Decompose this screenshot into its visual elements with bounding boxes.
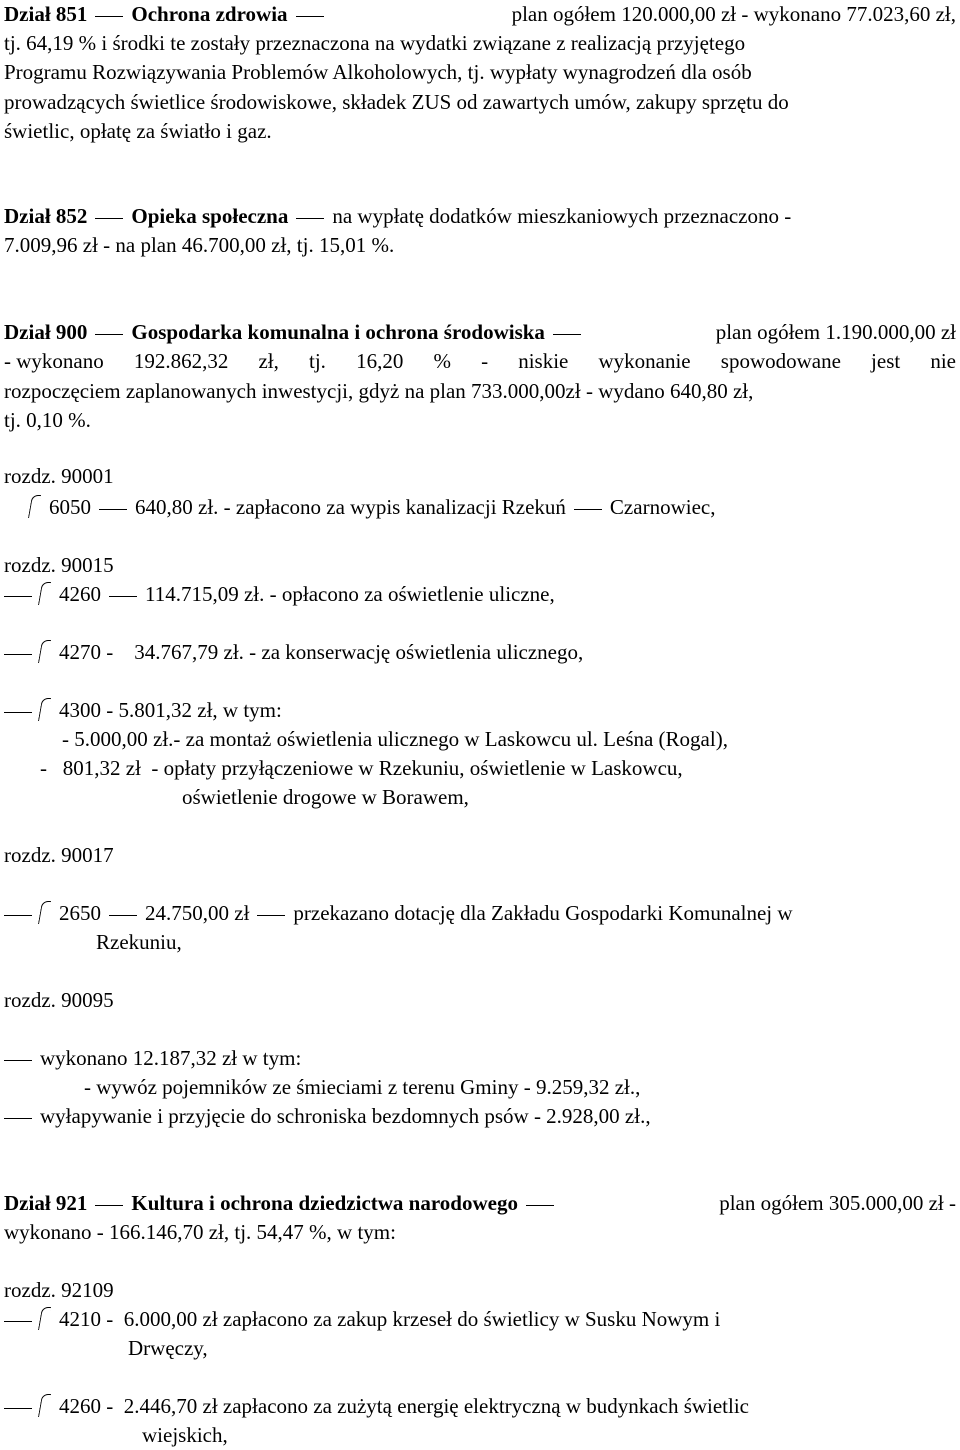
dzial-title: Opieka społeczna [131, 204, 289, 228]
dash [4, 1118, 32, 1119]
expense-line [4, 580, 555, 609]
rozdzial-label: rozdz. 90015 [4, 553, 114, 577]
dash [4, 1321, 32, 1322]
dash [99, 509, 127, 510]
paragraph-line: Programu Rozwiązywania Problemów Alkoholowych, tj. wypłaty wynagrodzeń dla osób [4, 60, 752, 84]
dzial-title: Kultura i ochrona dziedzictwa narodowego [131, 1191, 518, 1215]
expense-text: 114.715,09 zł. - opłacono za oświetlenie uliczne, [145, 582, 555, 606]
dash [4, 596, 32, 597]
rozdzial-label: rozdz. 92109 [4, 1278, 114, 1302]
dash [4, 654, 32, 655]
dzial-summary: plan ogółem 120.000,00 zł - wykonano 77.023,60 zł, [511, 2, 956, 26]
section-900-heading [4, 318, 956, 347]
rozdzial-label: rozdz. 90017 [4, 843, 114, 867]
rozdzial-label: rozdz. 90095 [4, 988, 114, 1012]
expense-text: 4210 - 6.000,00 zł zapłacono za zakup krzeseł do świetlicy w Susku Nowym i [59, 1307, 721, 1331]
dash [257, 915, 285, 916]
expense-subline: - 801,32 zł - opłaty przyłączeniowe w Rzekuniu, oświetlenie w Laskowcu, [40, 756, 683, 780]
expense-text: 4260 - 2.446,70 zł zapłacono za zużytą energię elektryczną w budynkach świetlic [59, 1394, 750, 1418]
expense-text: wyłapywanie i przyjęcie do schroniska bezdomnych psów - 2.928,00 zł., [40, 1104, 651, 1128]
paragraf-code: 6050 [49, 495, 91, 519]
word: % [433, 349, 451, 373]
dzial-summary: na wypłatę dodatków mieszkaniowych przeznaczono - [332, 204, 792, 228]
dash [95, 218, 123, 219]
brace-mark [38, 698, 51, 721]
expense-text: 24.750,00 zł [145, 901, 250, 925]
expense-line [4, 1044, 301, 1073]
expense-text: 640,80 zł. - zapłacono za wypis kanalizacji Rzekuń [135, 495, 566, 519]
dzial-number: Dział 921 [4, 1191, 88, 1215]
word: nie [930, 349, 956, 373]
text: tj. 64,19 % i środki te zostały przeznaczona na wydatki związane z realizacją przyjętego [4, 31, 746, 55]
expense-text: przekazano dotację dla Zakładu Gospodarki Komunalnej w [293, 901, 793, 925]
brace-mark [38, 1307, 51, 1330]
word: spowodowane [720, 349, 841, 373]
expense-text: 4300 - 5.801,32 zł, w tym: [59, 698, 282, 722]
word: 16,20 [356, 349, 404, 373]
expense-text: Czarnowiec, [609, 495, 716, 519]
word: - wykonano [4, 349, 104, 373]
expense-text: wykonano 12.187,32 zł w tym: [40, 1046, 302, 1070]
paragraph-line [4, 29, 956, 58]
paragraf-code: 4260 [59, 582, 101, 606]
dash [4, 915, 32, 916]
word: jest [871, 349, 901, 373]
section-921-heading [4, 1189, 956, 1218]
paragraph-line: rozpoczęciem zaplanowanych inwestycji, gdyż na plan 733.000,00zł - wydano 640,80 zł, [4, 379, 754, 403]
dash [95, 16, 123, 17]
dzial-number: Dział 900 [4, 320, 88, 344]
expense-text: 4270 - 34.767,79 zł. - za konserwację oświetlenia ulicznego, [59, 640, 584, 664]
dash [4, 712, 32, 713]
dash [4, 1408, 32, 1409]
expense-line [4, 1392, 749, 1421]
dash [95, 1205, 123, 1206]
dash [4, 1060, 32, 1061]
dzial-summary: plan ogółem 1.190.000,00 zł [715, 320, 956, 344]
dash [553, 334, 581, 335]
brace-mark [38, 1394, 51, 1417]
dzial-number: Dział 852 [4, 204, 88, 228]
expense-subline: Drwęczy, [128, 1336, 208, 1360]
dash [574, 509, 602, 510]
paragraph-line: świetlic, opłatę za światło i gaz. [4, 119, 272, 143]
dash [296, 16, 324, 17]
expense-line [4, 696, 282, 725]
paragraph-line: prowadzących świetlice środowiskowe, składek ZUS od zawartych umów, zakupy sprzętu do [4, 90, 789, 114]
dzial-title: Ochrona zdrowia [131, 2, 288, 26]
word: wykonanie [598, 349, 691, 373]
word: 192.862,32 [133, 349, 229, 373]
expense-subline: oświetlenie drogowe w Borawem, [182, 785, 469, 809]
paragraph-line: wykonano - 166.146,70 zł, tj. 54,47 %, w tym: [4, 1220, 396, 1244]
word: zł, [258, 349, 279, 373]
dash [109, 596, 137, 597]
expense-line [4, 638, 583, 667]
dash [95, 334, 123, 335]
rozdzial-label: rozdz. 90001 [4, 464, 114, 488]
dzial-number: Dział 851 [4, 2, 88, 26]
word: - [481, 349, 489, 373]
dash [526, 1205, 554, 1206]
section-851-heading [4, 0, 956, 29]
expense-line [4, 899, 793, 928]
word: niskie [518, 349, 569, 373]
expense-line [4, 1102, 651, 1131]
section-852-heading [4, 202, 791, 231]
brace-mark [28, 495, 41, 518]
brace-mark [38, 640, 51, 663]
dash [296, 218, 324, 219]
paragraph-line [4, 347, 956, 376]
expense-subline: - wywóz pojemników ze śmieciami z terenu Gminy - 9.259,32 zł., [84, 1075, 641, 1099]
expense-line [4, 1305, 720, 1334]
word: tj. [309, 349, 326, 373]
brace-mark [38, 901, 51, 924]
paragraph-line: 7.009,96 zł - na plan 46.700,00 zł, tj. 15,01 %. [4, 233, 395, 257]
paragraf-code: 2650 [59, 901, 101, 925]
dzial-title: Gospodarka komunalna i ochrona środowiska [131, 320, 545, 344]
brace-mark [38, 582, 51, 605]
dash [109, 915, 137, 916]
expense-subline: - 5.000,00 zł.- za montaż oświetlenia ulicznego w Laskowcu ul. Leśna (Rogal), [62, 727, 728, 751]
expense-subline: Rzekuniu, [96, 930, 182, 954]
paragraph-line: tj. 0,10 %. [4, 408, 91, 432]
expense-line [30, 493, 715, 522]
dzial-summary: plan ogółem 305.000,00 zł - [719, 1191, 956, 1215]
expense-subline: wiejskich, [142, 1423, 228, 1447]
